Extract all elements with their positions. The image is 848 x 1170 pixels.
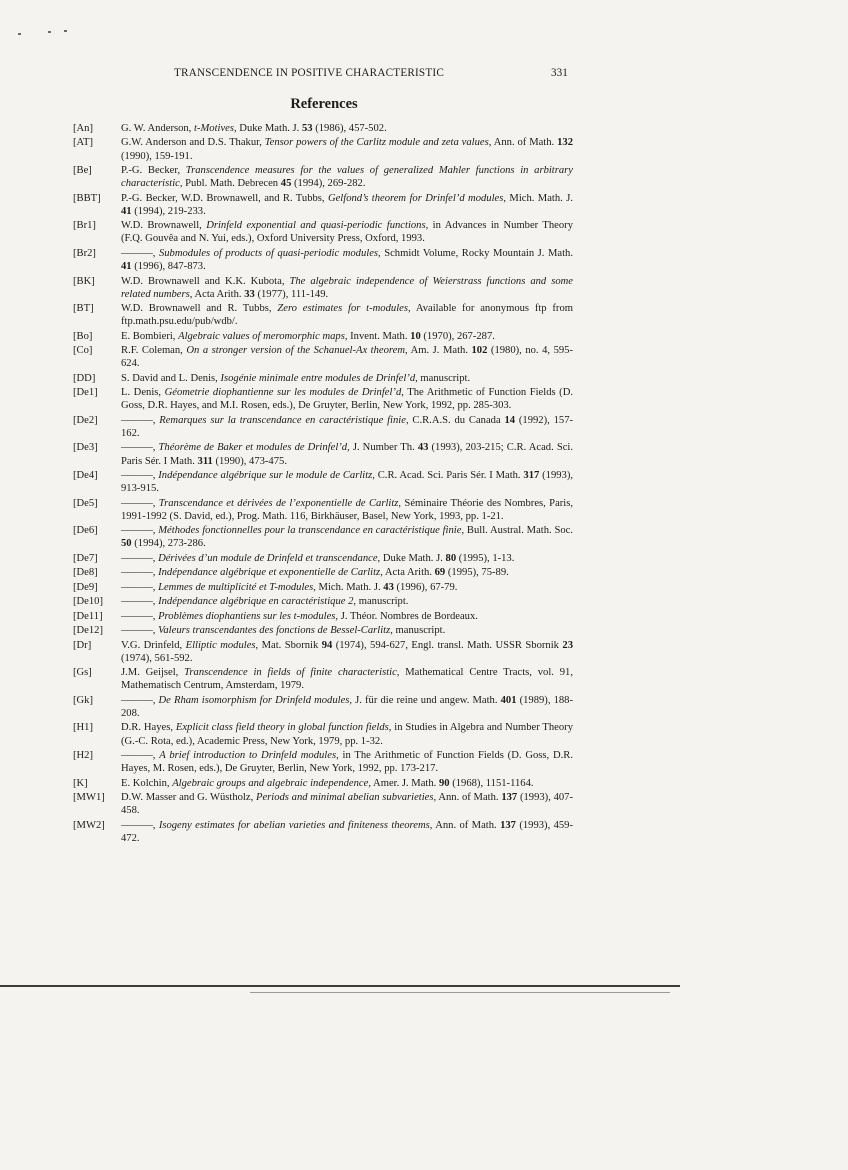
reference-title: Submodules of products of quasi-periodic modules	[158, 247, 379, 259]
reference-segment: (1974), 561-592.	[121, 652, 193, 664]
reference-text	[121, 552, 573, 565]
reference-volume: 43	[383, 581, 394, 593]
reference-text	[121, 624, 573, 637]
reference-item	[73, 330, 573, 343]
reference-title: Zero estimates for t-modules	[277, 303, 408, 315]
reference-segment: W.D. Brownawell,	[121, 220, 207, 232]
reference-item	[73, 372, 573, 385]
reference-text	[121, 497, 573, 523]
reference-volume: 50	[121, 538, 132, 550]
reference-key: [BBT]	[73, 192, 101, 204]
reference-segment: (1974), 594-627, Engl. transl. Math. USSR Sbornik	[332, 639, 563, 651]
reference-segment: (1994), 273-286.	[131, 538, 206, 550]
reference-volume: 90	[438, 777, 450, 789]
reference-segment: , Am. J. Math.	[405, 345, 472, 357]
reference-title: Valeurs transcendantes des fonctions de Bessel-Carlitz	[158, 625, 391, 637]
reference-segment: L. Denis,	[121, 387, 165, 399]
reference-key: [De2]	[73, 414, 98, 426]
reference-segment: W.D. Brownawell and K.K. Kubota,	[121, 275, 290, 287]
reference-segment: S. David and L. Denis,	[121, 372, 221, 384]
reference-key: [Co]	[73, 345, 93, 357]
reference-segment: W.D. Brownawell and R. Tubbs,	[121, 303, 278, 315]
reference-text	[121, 595, 573, 608]
reference-item	[73, 344, 573, 370]
reference-text	[121, 330, 573, 343]
reference-segment: , C.R.A.S. du Canada	[405, 414, 505, 426]
reference-key: [De4]	[73, 470, 98, 482]
reference-segment: , manuscript.	[353, 596, 409, 608]
reference-segment: , Mat. Sbornik	[255, 639, 322, 651]
reference-item	[73, 219, 573, 245]
reference-segment: , in The Arithmetic of Function Fields (D. Goss, D.R. Hayes, M. Rosen, eds.), De Gruyter, Berlin, New York, 1992, pp. 173-217.	[121, 750, 573, 775]
reference-key: [BT]	[73, 303, 94, 315]
reference-volume: 45	[280, 178, 292, 190]
reference-title: Algebraic values of meromorphic maps	[178, 330, 345, 342]
reference-item	[73, 749, 573, 775]
reference-segment: ———,	[121, 470, 159, 482]
reference-text	[121, 441, 573, 467]
reference-title: Explicit class field theory in global function fields	[175, 722, 389, 734]
reference-segment: (1970), 267-287.	[420, 330, 495, 342]
reference-segment: (1996), 67-79.	[393, 581, 458, 593]
reference-segment: ———,	[121, 694, 159, 706]
reference-key: [De10]	[73, 596, 104, 608]
reference-segment: ———,	[121, 625, 159, 637]
reference-segment: , J. Number Th.	[347, 442, 418, 454]
reference-title: Drinfeld exponential and quasi-periodic functions	[206, 220, 426, 232]
reference-volume: 23	[562, 639, 573, 651]
scan-edge-line	[0, 985, 680, 987]
reference-key: [H2]	[73, 750, 94, 762]
reference-volume: 14	[504, 414, 516, 426]
reference-item	[73, 610, 573, 623]
reference-item	[73, 497, 573, 523]
reference-title: Indépendance algébrique et exponentielle de Carlitz	[158, 567, 381, 579]
reference-segment: (1994), 219-233.	[131, 205, 206, 217]
reference-title: Théorème de Baker et modules de Drinfel’d	[158, 442, 348, 454]
section-title: References	[290, 96, 358, 112]
reference-key: [MW1]	[73, 792, 105, 804]
reference-item	[73, 302, 573, 328]
reference-key: [Br1]	[73, 220, 96, 232]
reference-item	[73, 777, 573, 790]
reference-item	[73, 566, 573, 579]
reference-volume: 41	[121, 261, 132, 273]
reference-key: [An]	[73, 123, 94, 134]
reference-segment: (1986), 457-502.	[312, 123, 387, 134]
reference-title: Isogénie minimale entre modules de Drinfel’d	[220, 372, 416, 384]
reference-segment: E. Kolchin,	[121, 777, 173, 789]
reference-segment: , Acta Arith.	[380, 567, 435, 579]
reference-segment: (1990), 473-475.	[212, 455, 287, 467]
reference-segment: (1994), 269-282.	[291, 178, 366, 190]
reference-item	[73, 136, 573, 162]
reference-segment: G. W. Anderson,	[121, 123, 194, 134]
reference-key: [AT]	[73, 137, 94, 149]
reference-key: [De9]	[73, 581, 98, 593]
reference-text	[121, 372, 573, 385]
reference-segment: , Séminaire Théorie des Nombres, Paris, 1991-1992 (S. David, ed.), Prog. Math. 116, Birkhäuser, Basel, New York, 1993, pp. 1-21.	[121, 497, 574, 522]
reference-item	[73, 192, 573, 218]
reference-segment: ———,	[121, 819, 159, 831]
reference-text	[121, 749, 573, 775]
reference-key: [Br2]	[73, 247, 96, 259]
reference-text	[121, 247, 573, 273]
reference-segment: (1989), 188-208.	[121, 694, 573, 719]
reference-volume: 137	[501, 792, 518, 804]
reference-title: Indépendance algébrique sur le module de Carlitz	[158, 470, 373, 482]
reference-segment: P.-G. Becker, W.D. Brownawell, and R. Tubbs,	[121, 192, 328, 204]
reference-segment: ———,	[121, 610, 159, 622]
reference-segment: R.F. Coleman,	[121, 345, 187, 357]
reference-volume: 43	[417, 442, 429, 454]
reference-key: [Be]	[73, 165, 92, 177]
reference-item	[73, 164, 573, 190]
reference-item	[73, 666, 573, 692]
reference-text	[121, 344, 573, 370]
reference-item	[73, 414, 573, 440]
reference-segment: , Schmidt Volume, Rocky Mountain J. Math.	[378, 247, 573, 259]
reference-text	[121, 122, 573, 135]
reference-segment: ———,	[121, 525, 159, 537]
reference-key: [Dr]	[73, 639, 92, 651]
reference-segment: ———,	[121, 247, 159, 259]
reference-segment: (1993), 203-215; C.R. Acad. Sci. Paris Sér. I Math.	[121, 442, 574, 467]
reference-title: Transcendence measures for the values of generalized Mahler functions in arbitrary characteristic	[121, 165, 573, 190]
reference-item	[73, 386, 573, 412]
reference-item	[73, 275, 573, 301]
reference-segment: (1990), 159-191.	[121, 150, 193, 162]
reference-segment: , J. für die reine und angew. Math.	[349, 694, 501, 706]
reference-key: [De5]	[73, 497, 98, 509]
reference-segment: , Duke Math. J.	[377, 552, 446, 564]
reference-key: [De1]	[73, 387, 98, 399]
scan-edge-line-faint	[250, 992, 670, 993]
reference-text	[121, 302, 573, 328]
reference-title: A brief introduction to Drinfeld modules	[159, 750, 337, 762]
reference-text	[121, 275, 573, 301]
running-head: TRANSCENDENCE IN POSITIVE CHARACTERISTIC	[174, 67, 444, 79]
reference-segment: , manuscript.	[390, 625, 446, 637]
reference-segment: , J. Théor. Nombres de Bordeaux.	[335, 610, 478, 622]
reference-title: De Rham isomorphism for Drinfeld modules	[158, 694, 350, 706]
reference-segment: G.W. Anderson and D.S. Thakur,	[121, 137, 265, 149]
reference-item	[73, 819, 573, 845]
scan-speck	[18, 33, 21, 35]
reference-segment: , Bull. Austral. Math. Soc.	[461, 525, 573, 537]
reference-segment: D.W. Masser and G. Wüstholz,	[121, 792, 256, 804]
reference-key: [BK]	[73, 275, 95, 287]
reference-segment: ———,	[121, 581, 159, 593]
reference-segment: ———,	[121, 442, 159, 454]
reference-segment: (1995), 1-13.	[456, 552, 515, 564]
reference-segment: , Ann. of Math.	[488, 137, 558, 149]
reference-text	[121, 136, 573, 162]
reference-segment: , Acta Arith.	[189, 288, 245, 300]
reference-key: [De12]	[73, 625, 104, 637]
reference-text	[121, 777, 573, 790]
reference-title: t-Motives	[193, 123, 234, 134]
reference-title: Géometrie diophantienne sur les modules de Drinfel’d	[164, 387, 402, 399]
reference-volume: 94	[321, 639, 333, 651]
reference-text	[121, 694, 573, 720]
reference-key: [De3]	[73, 442, 98, 454]
reference-key: [De6]	[73, 525, 98, 537]
reference-text	[121, 791, 573, 817]
reference-segment: (1993), 459-472.	[121, 819, 574, 844]
reference-text	[121, 666, 573, 692]
reference-segment: , Duke Math. J.	[234, 123, 302, 134]
reference-key: [De8]	[73, 567, 98, 579]
reference-segment: (1977), 111-149.	[254, 288, 329, 300]
reference-segment: V.G. Drinfeld,	[121, 639, 186, 651]
reference-key: [K]	[73, 777, 88, 789]
reference-segment: (1992), 157-162.	[121, 414, 574, 439]
reference-segment: ———,	[121, 414, 160, 426]
reference-segment: (1995), 75-89.	[445, 567, 509, 579]
reference-segment: , Ann. of Math.	[429, 819, 501, 831]
reference-segment: P.-G. Becker,	[121, 165, 186, 177]
reference-segment: J.M. Geijsel,	[121, 667, 185, 679]
reference-key: [H1]	[73, 722, 94, 734]
reference-segment: , The Arithmetic of Function Fields (D. Goss, D.R. Hayes, and M.I. Rosen, eds.), De Gruyter, Berlin, New York, 1992, pp. 285-303.	[121, 387, 573, 412]
reference-text	[121, 164, 573, 190]
reference-key: [Gk]	[73, 694, 94, 706]
reference-item	[73, 791, 573, 817]
reference-title: Periods and minimal abelian subvarieties	[255, 792, 434, 804]
reference-segment: , Mathematical Centre Tracts, vol. 91, Mathematisch Centrum, Amsterdam, 1979.	[121, 667, 573, 692]
reference-item	[73, 469, 573, 495]
reference-segment: , Publ. Math. Debrecen	[179, 178, 281, 190]
reference-title: Dérivées d’un module de Drinfeld et transcendance	[158, 552, 378, 564]
reference-title: Problèmes diophantiens sur les t-modules	[158, 610, 336, 622]
reference-segment: , Mich. Math. J.	[503, 192, 573, 204]
reference-segment: D.R. Hayes,	[121, 722, 176, 734]
reference-volume: 102	[471, 345, 488, 357]
reference-segment: , Ann. of Math.	[433, 792, 502, 804]
reference-title: Algebraic groups and algebraic independence	[172, 777, 369, 789]
reference-item	[73, 721, 573, 747]
reference-title: On a stronger version of the Schanuel-Ax theorem	[186, 345, 406, 357]
reference-item	[73, 639, 573, 665]
reference-volume: 10	[410, 330, 421, 342]
reference-title: Transcendence in fields of finite characteristic	[184, 667, 397, 679]
reference-item	[73, 441, 573, 467]
reference-segment: ———,	[121, 497, 159, 509]
reference-segment: E. Bombieri,	[121, 330, 179, 342]
reference-volume: 132	[557, 137, 573, 149]
reference-volume: 80	[445, 552, 457, 564]
reference-key: [MW2]	[73, 819, 105, 831]
reference-title: Méthodes fonctionnelles pour la transcendance en caractéristique finie	[158, 525, 462, 537]
reference-volume: 311	[197, 455, 213, 467]
reference-item	[73, 524, 573, 550]
reference-text	[121, 721, 573, 747]
reference-volume: 33	[244, 288, 255, 300]
reference-title: Transcendance et dérivées de l’exponentielle de Carlitz	[158, 497, 399, 509]
reference-title: Gelfond’s theorem for Drinfel’d modules	[327, 192, 504, 204]
reference-text	[121, 566, 573, 579]
reference-item	[73, 595, 573, 608]
reference-segment: (1996), 847-873.	[131, 261, 206, 273]
reference-segment: , in Advances in Number Theory (F.Q. Gouvêa and N. Yui, eds.), Oxford University Press, Oxford, 1993.	[121, 220, 574, 245]
reference-text	[121, 192, 573, 218]
reference-key: [Gs]	[73, 667, 92, 679]
reference-text	[121, 581, 573, 594]
reference-item	[73, 624, 573, 637]
reference-title: Remarques sur la transcendance en caractéristique finie	[159, 414, 406, 426]
reference-text	[121, 610, 573, 623]
reference-text	[121, 386, 573, 412]
reference-text	[121, 524, 573, 550]
reference-segment: , Amer. J. Math.	[368, 777, 439, 789]
reference-segment: ———,	[121, 567, 159, 579]
reference-volume: 41	[121, 205, 132, 217]
reference-segment: (1980), no. 4, 595-624.	[121, 345, 573, 370]
reference-segment: , Mich. Math. J.	[313, 581, 384, 593]
reference-segment: , Invent. Math.	[344, 330, 411, 342]
reference-volume: 401	[500, 694, 517, 706]
reference-text	[121, 819, 573, 845]
reference-text	[121, 219, 573, 245]
reference-key: [Bo]	[73, 330, 93, 342]
reference-segment: ———,	[121, 750, 160, 762]
reference-segment: , manuscript.	[415, 372, 471, 384]
reference-segment: , in Studies in Algebra and Number Theory (G.-C. Rota, ed.), Academic Press, New York, 1979, pp. 1-32.	[121, 722, 574, 747]
reference-text	[121, 414, 573, 440]
reference-segment: , Available for anonymous ftp from ftp.math.psu.edu/pub/wdb/.	[121, 303, 574, 328]
scan-speck	[48, 31, 51, 33]
scan-speck	[64, 30, 67, 32]
reference-segment: (1968), 1151-1164.	[449, 777, 534, 789]
reference-segment: (1993), 913-915.	[121, 470, 574, 495]
reference-title: Isogeny estimates for abelian varieties and finiteness theorems	[158, 819, 430, 831]
reference-title: Lemmes de multiplicité et T-modules	[158, 581, 314, 593]
reference-segment: ———,	[121, 596, 159, 608]
reference-title: The algebraic independence of Weierstrass functions and some related numbers	[121, 275, 573, 300]
reference-key: [DD]	[73, 372, 96, 384]
reference-title: Elliptic modules	[185, 639, 256, 651]
reference-key: [De7]	[73, 552, 98, 564]
reference-text	[121, 639, 573, 665]
page-number: 331	[551, 67, 568, 79]
reference-item	[73, 552, 573, 565]
reference-item	[73, 247, 573, 273]
reference-item	[73, 581, 573, 594]
reference-list	[73, 122, 573, 846]
reference-segment: ———,	[121, 552, 159, 564]
reference-text	[121, 469, 573, 495]
reference-title: Tensor powers of the Carlitz module and zeta values	[264, 137, 489, 149]
reference-item	[73, 122, 573, 135]
reference-segment: , C.R. Acad. Sci. Paris Sér. I Math.	[372, 470, 524, 482]
reference-volume: 317	[523, 470, 540, 482]
reference-volume: 53	[301, 123, 313, 134]
reference-segment: (1993), 407-458.	[121, 792, 574, 817]
reference-title: Indépendance algébrique en caractéristique 2	[158, 596, 354, 608]
reference-volume: 137	[500, 819, 516, 831]
reference-volume: 69	[434, 567, 446, 579]
reference-item	[73, 694, 573, 720]
reference-key: [De11]	[73, 610, 103, 622]
